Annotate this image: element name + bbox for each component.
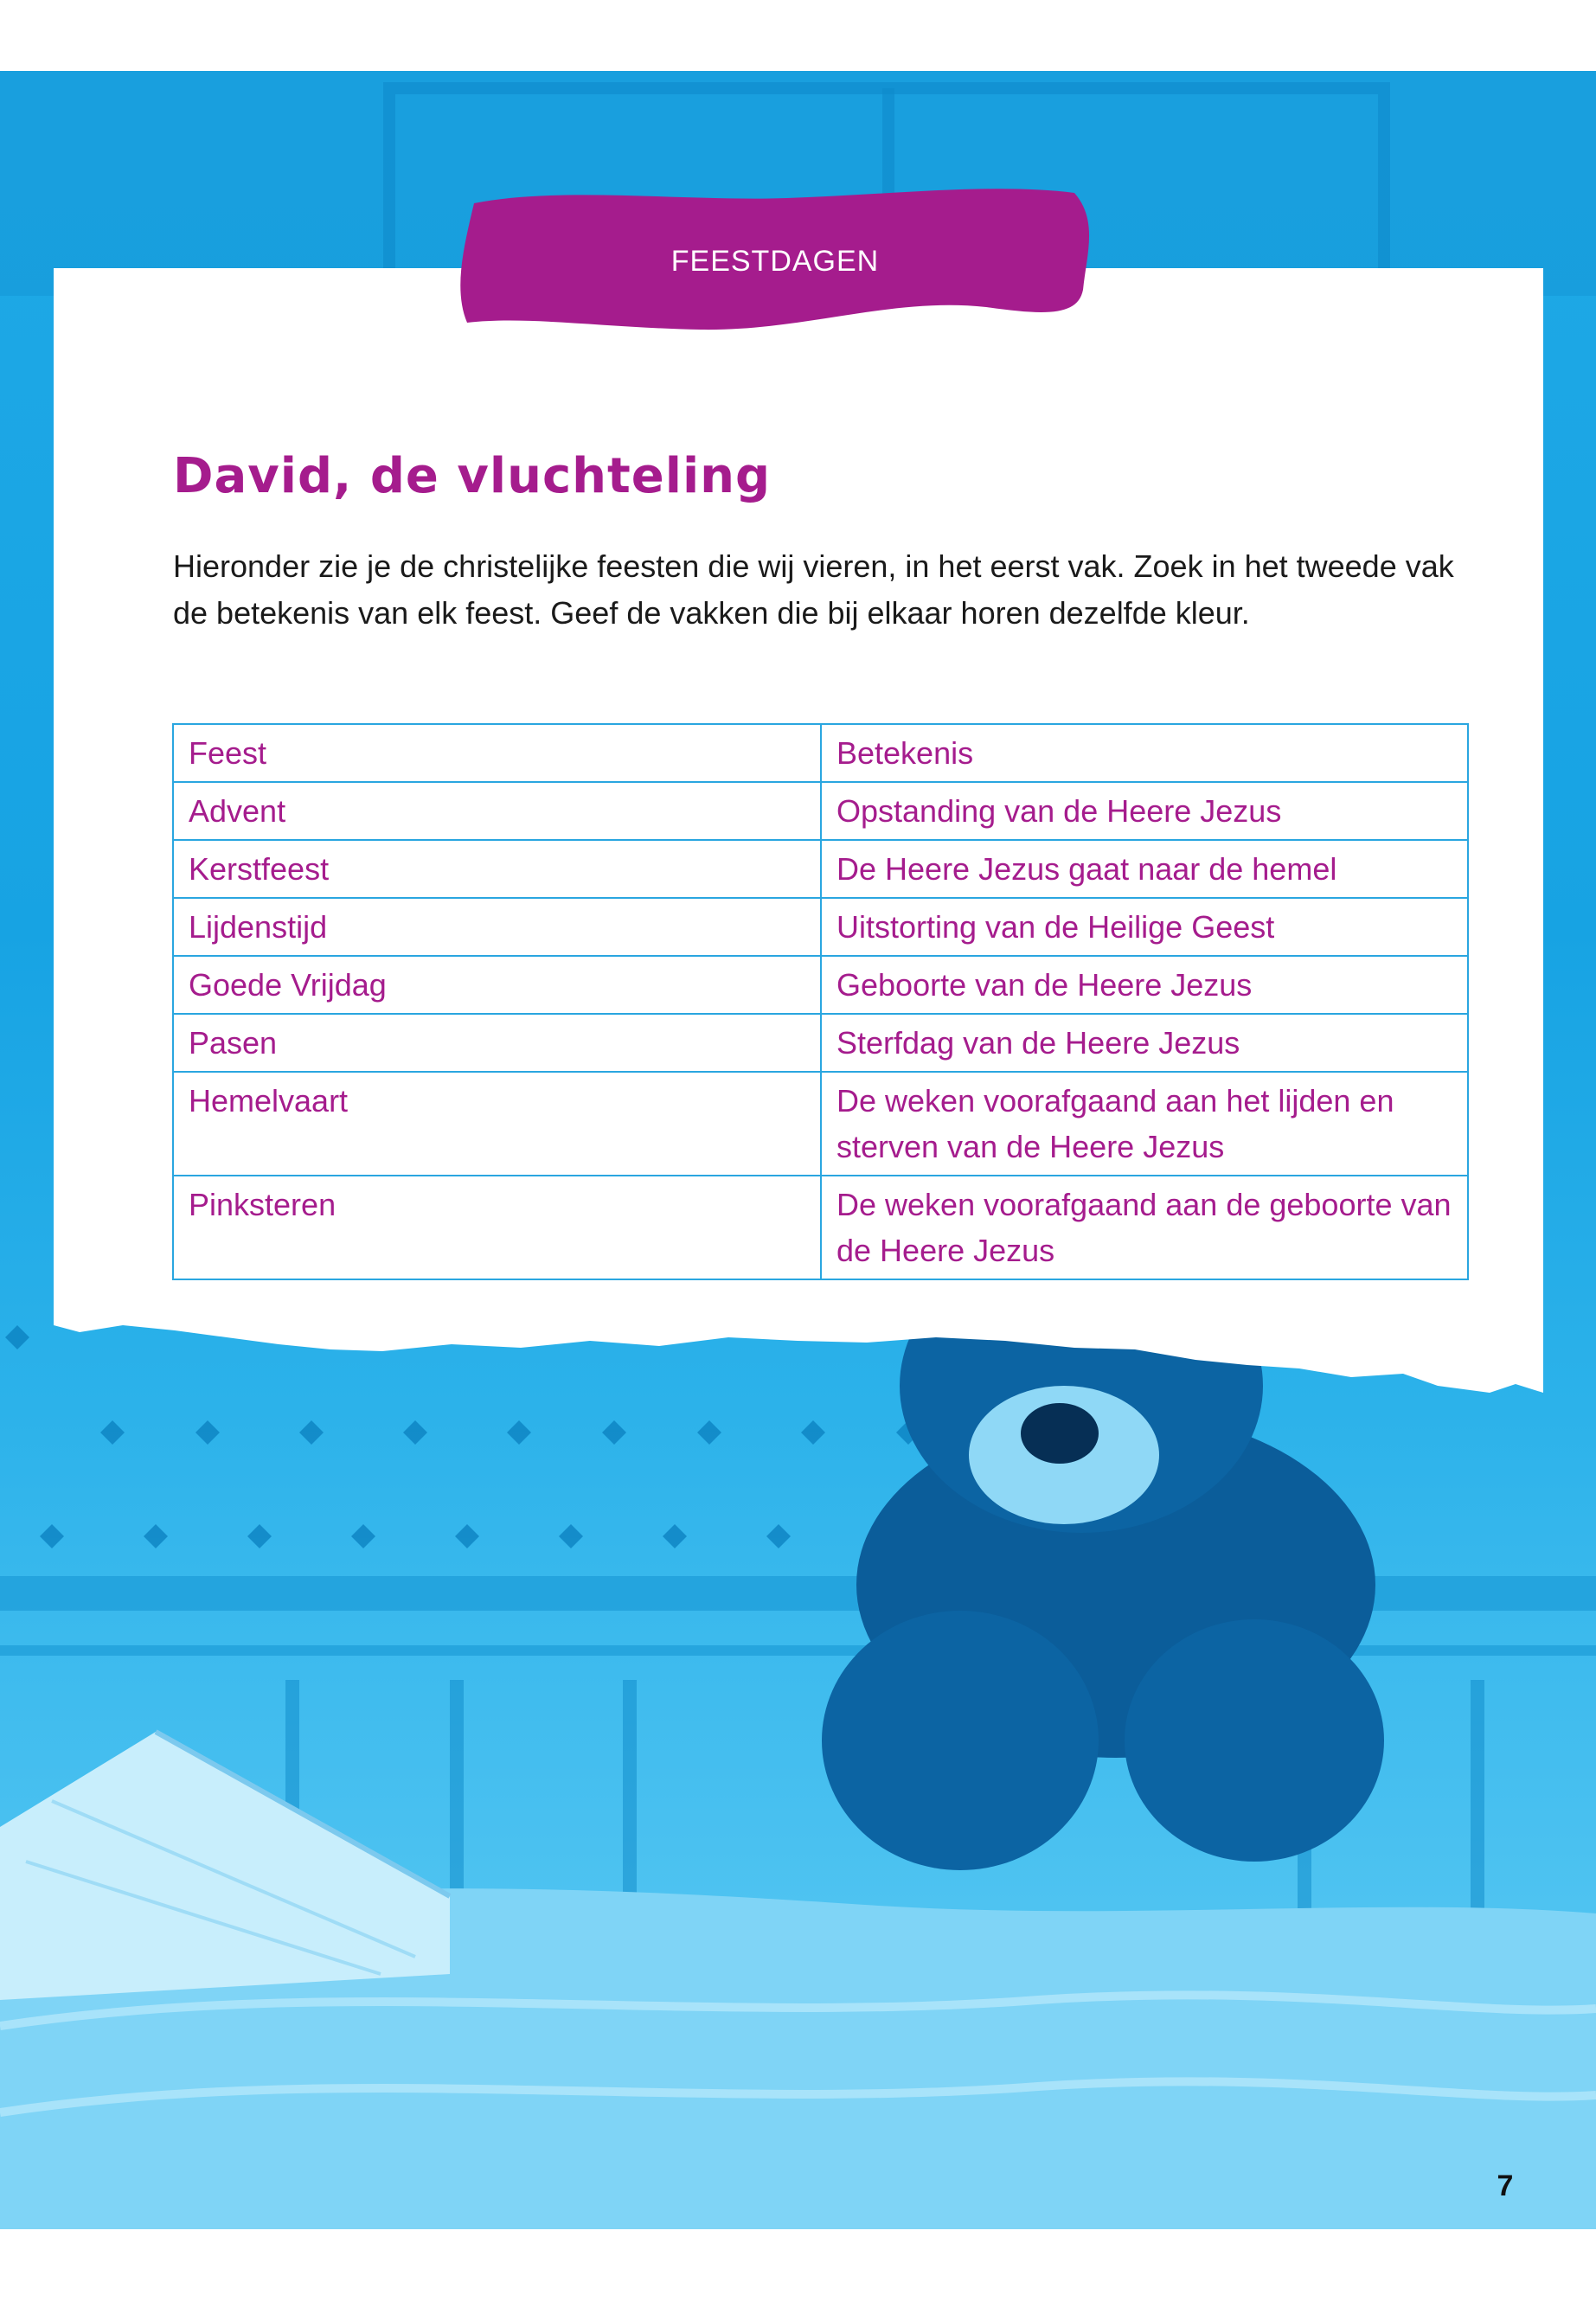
section-tag <box>458 186 1092 335</box>
meaning-cell: Opstanding van de Heere Jezus <box>821 782 1468 840</box>
meaning-cell: De weken voorafgaand aan het lijden en sterven van de Heere Jezus <box>821 1072 1468 1176</box>
table-row <box>173 898 1468 956</box>
meaning-cell: Geboorte van de Heere Jezus <box>821 956 1468 1014</box>
meaning-cell: Uitstorting van de Heilige Geest <box>821 898 1468 956</box>
page-number: 7 <box>1497 2170 1514 2202</box>
table-row <box>173 1014 1468 1072</box>
section-tag-label: FEESTDAGEN <box>670 245 880 278</box>
feast-cell: Hemelvaart <box>173 1072 821 1176</box>
table-row <box>173 956 1468 1014</box>
page-title: David, de vluchteling <box>173 448 772 504</box>
table-row <box>173 1176 1468 1279</box>
feast-cell: Goede Vrijdag <box>173 956 821 1014</box>
feast-cell: Pasen <box>173 1014 821 1072</box>
table-row <box>173 840 1468 898</box>
table-header-row <box>173 724 1468 782</box>
feasts-table <box>172 723 1469 1280</box>
feast-cell: Kerstfeest <box>173 840 821 898</box>
meaning-cell: De weken voorafgaand aan de geboorte van de Heere Jezus <box>821 1176 1468 1279</box>
feast-cell: Advent <box>173 782 821 840</box>
intro-paragraph: Hieronder zie je de christelijke feesten die wij vieren, in het eerst vak. Zoek in het tweede vak de betekenis van elk feest. Geef de vakken die bij elkaar horen dezelfde kleur. <box>173 548 1454 631</box>
meaning-cell: De Heere Jezus gaat naar de hemel <box>821 840 1468 898</box>
header-cell-betekenis: Betekenis <box>821 724 1468 782</box>
meaning-cell: Sterfdag van de Heere Jezus <box>821 1014 1468 1072</box>
table-row <box>173 1072 1468 1176</box>
feast-cell: Lijdenstijd <box>173 898 821 956</box>
table-row <box>173 782 1468 840</box>
feast-cell: Pinksteren <box>173 1176 821 1279</box>
header-cell-feest: Feest <box>173 724 821 782</box>
